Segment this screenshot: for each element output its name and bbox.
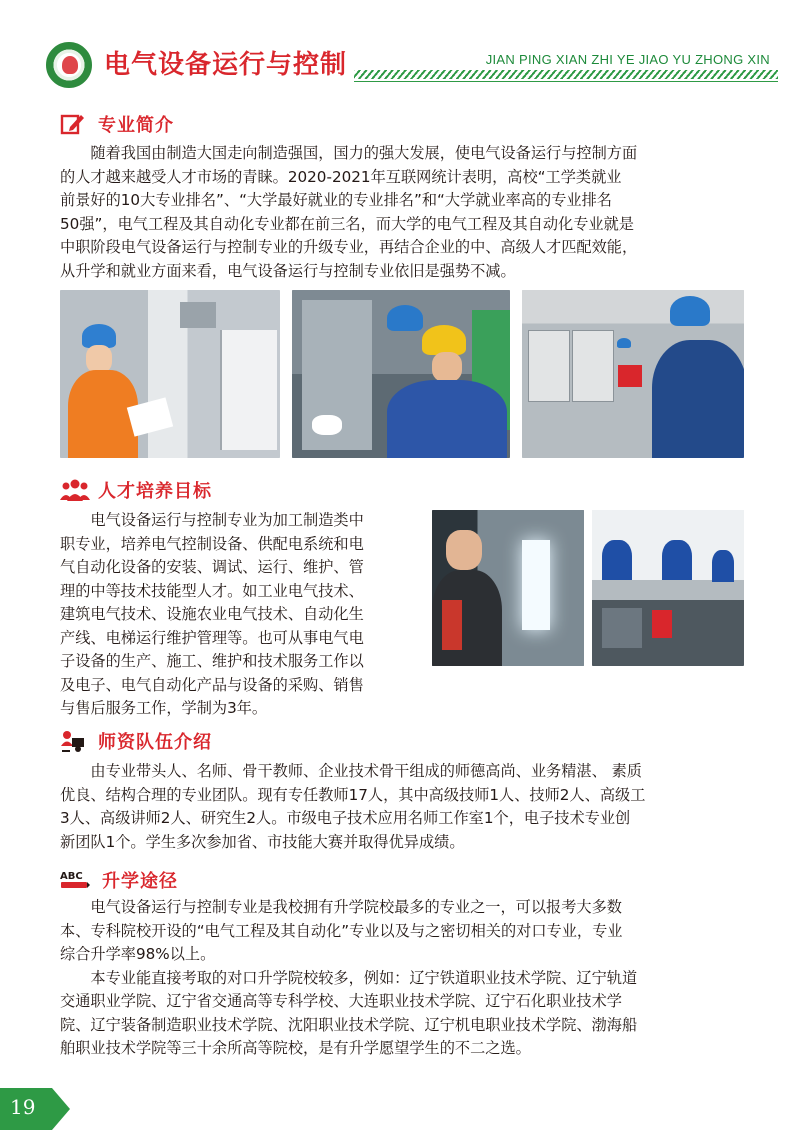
goal-line: 理的中等技术技能型人才。如工业电气技术、 (60, 581, 364, 600)
goal-line: 职专业，培养电气控制设备、供配电系统和电 (60, 534, 364, 553)
page-number: 19 (10, 1095, 36, 1119)
intro-line: 前景好的10大专业排名”、“大学最好就业的专业排名”和“大学就业率高的专业排名 (60, 191, 612, 209)
path-line: 交通职业学院、辽宁省交通高等专科学校、大连职业技术学院、辽宁石化职业技术学 (60, 992, 622, 1010)
faculty-line: 3人、高级讲师2人、研究生2人。市级电子技术应用名师工作室1个，电子技术专业创 (60, 809, 631, 827)
team-icon (60, 729, 86, 753)
header-divider (354, 81, 778, 82)
goal-line: 子设备的生产、施工、维护和技术服务工作以 (60, 652, 364, 670)
goal-paragraph (60, 509, 422, 721)
edit-icon (60, 112, 86, 136)
photo-workers-panel (292, 290, 510, 458)
path-line: 舶职业技术学院等三十余所高等院校，是有升学愿望学生的不二之选。 (60, 1039, 531, 1057)
section-intro-title: 专业简介 (98, 115, 174, 136)
path-line: 院、辽宁装备制造职业技术学院、沈阳职业技术学院、辽宁机电职业技术学院、渤海船 (60, 1015, 638, 1034)
abc-icon (60, 868, 90, 892)
goal-line: 及电子、电气自动化产品与设备的采购、销售 (60, 675, 364, 694)
photo-students-lab (592, 510, 744, 666)
path-line: 综合升学率98%以上。 (60, 945, 216, 963)
header-pinyin: JIAN PING XIAN ZHI YE JIAO YU ZHONG XIN (485, 52, 770, 67)
section-path-title: 升学途径 (102, 871, 178, 892)
faculty-paragraph (60, 760, 743, 854)
intro-line: 从升学和就业方面来看，电气设备运行与控制专业依旧是强势不减。 (60, 261, 516, 280)
section-path-heading (60, 867, 178, 893)
faculty-line: 由专业带头人、名师、骨干教师、企业技术骨干组成的师德高尚、业务精湛、 素质 (90, 762, 642, 780)
intro-line: 随着我国由制造大国走向制造强国，国力的强大发展，使电气设备运行与控制方面 (90, 144, 638, 162)
goal-line: 电气设备运行与控制专业为加工制造类中 (90, 511, 364, 529)
section-goal-title: 人才培养目标 (98, 481, 212, 502)
intro-line: 中职阶段电气设备运行与控制专业的升级专业，再结合企业的中、高级人才匹配效能， (60, 238, 638, 256)
goal-line: 产线、电梯运行维护管理等。也可从事电气电 (60, 628, 364, 647)
people-icon (60, 478, 86, 502)
intro-line: 的人才越来越受人才市场的青睐。2020-2021年互联网统计表明，高校“工学类就业 (60, 167, 622, 186)
photo-student-lightpanel (432, 510, 584, 666)
section-faculty-heading (60, 728, 212, 754)
section-faculty-title: 师资队伍介绍 (98, 732, 212, 753)
path-line: 本专业能直接考取的对口升学院校较多，例如：辽宁铁道职业技术学院、辽宁轨道 (90, 968, 638, 987)
faculty-line: 优良、结构合理的专业团队。现有专任教师17人，其中高级技师1人、技师2人、高级工 (60, 785, 646, 804)
section-goal-heading (60, 477, 212, 503)
path-line: 本、专科院校开设的“电气工程及其自动化”专业以及与之密切相关的对口专业，专业 (60, 921, 623, 940)
path-paragraph (60, 896, 743, 1061)
header-hatch-decoration (354, 70, 778, 79)
school-logo (46, 42, 92, 88)
photo-worker-switchgear (522, 290, 744, 458)
faculty-line: 新团队1个。学生多次参加省、市技能大赛并取得优异成绩。 (60, 832, 465, 851)
path-line: 电气设备运行与控制专业是我校拥有升学院校最多的专业之一，可以报考大多数 (90, 898, 622, 916)
goal-line: 建筑电气技术、设施农业电气技术、自动化生 (60, 605, 364, 623)
intro-line: 50强”，电气工程及其自动化专业都在前三名，而大学的电气工程及其自动化专业就是 (60, 214, 634, 233)
abc-icon-text: ABC (60, 871, 83, 882)
photo-worker-cabinet (60, 290, 280, 458)
goal-line: 与售后服务工作，学制为3年。 (60, 699, 268, 717)
page-title: 电气设备运行与控制 (104, 50, 348, 80)
intro-paragraph (60, 142, 743, 283)
page-header (0, 0, 800, 100)
goal-line: 气自动化设备的安装、调试、运行、维护、管 (60, 558, 364, 576)
section-intro-heading (60, 111, 174, 137)
